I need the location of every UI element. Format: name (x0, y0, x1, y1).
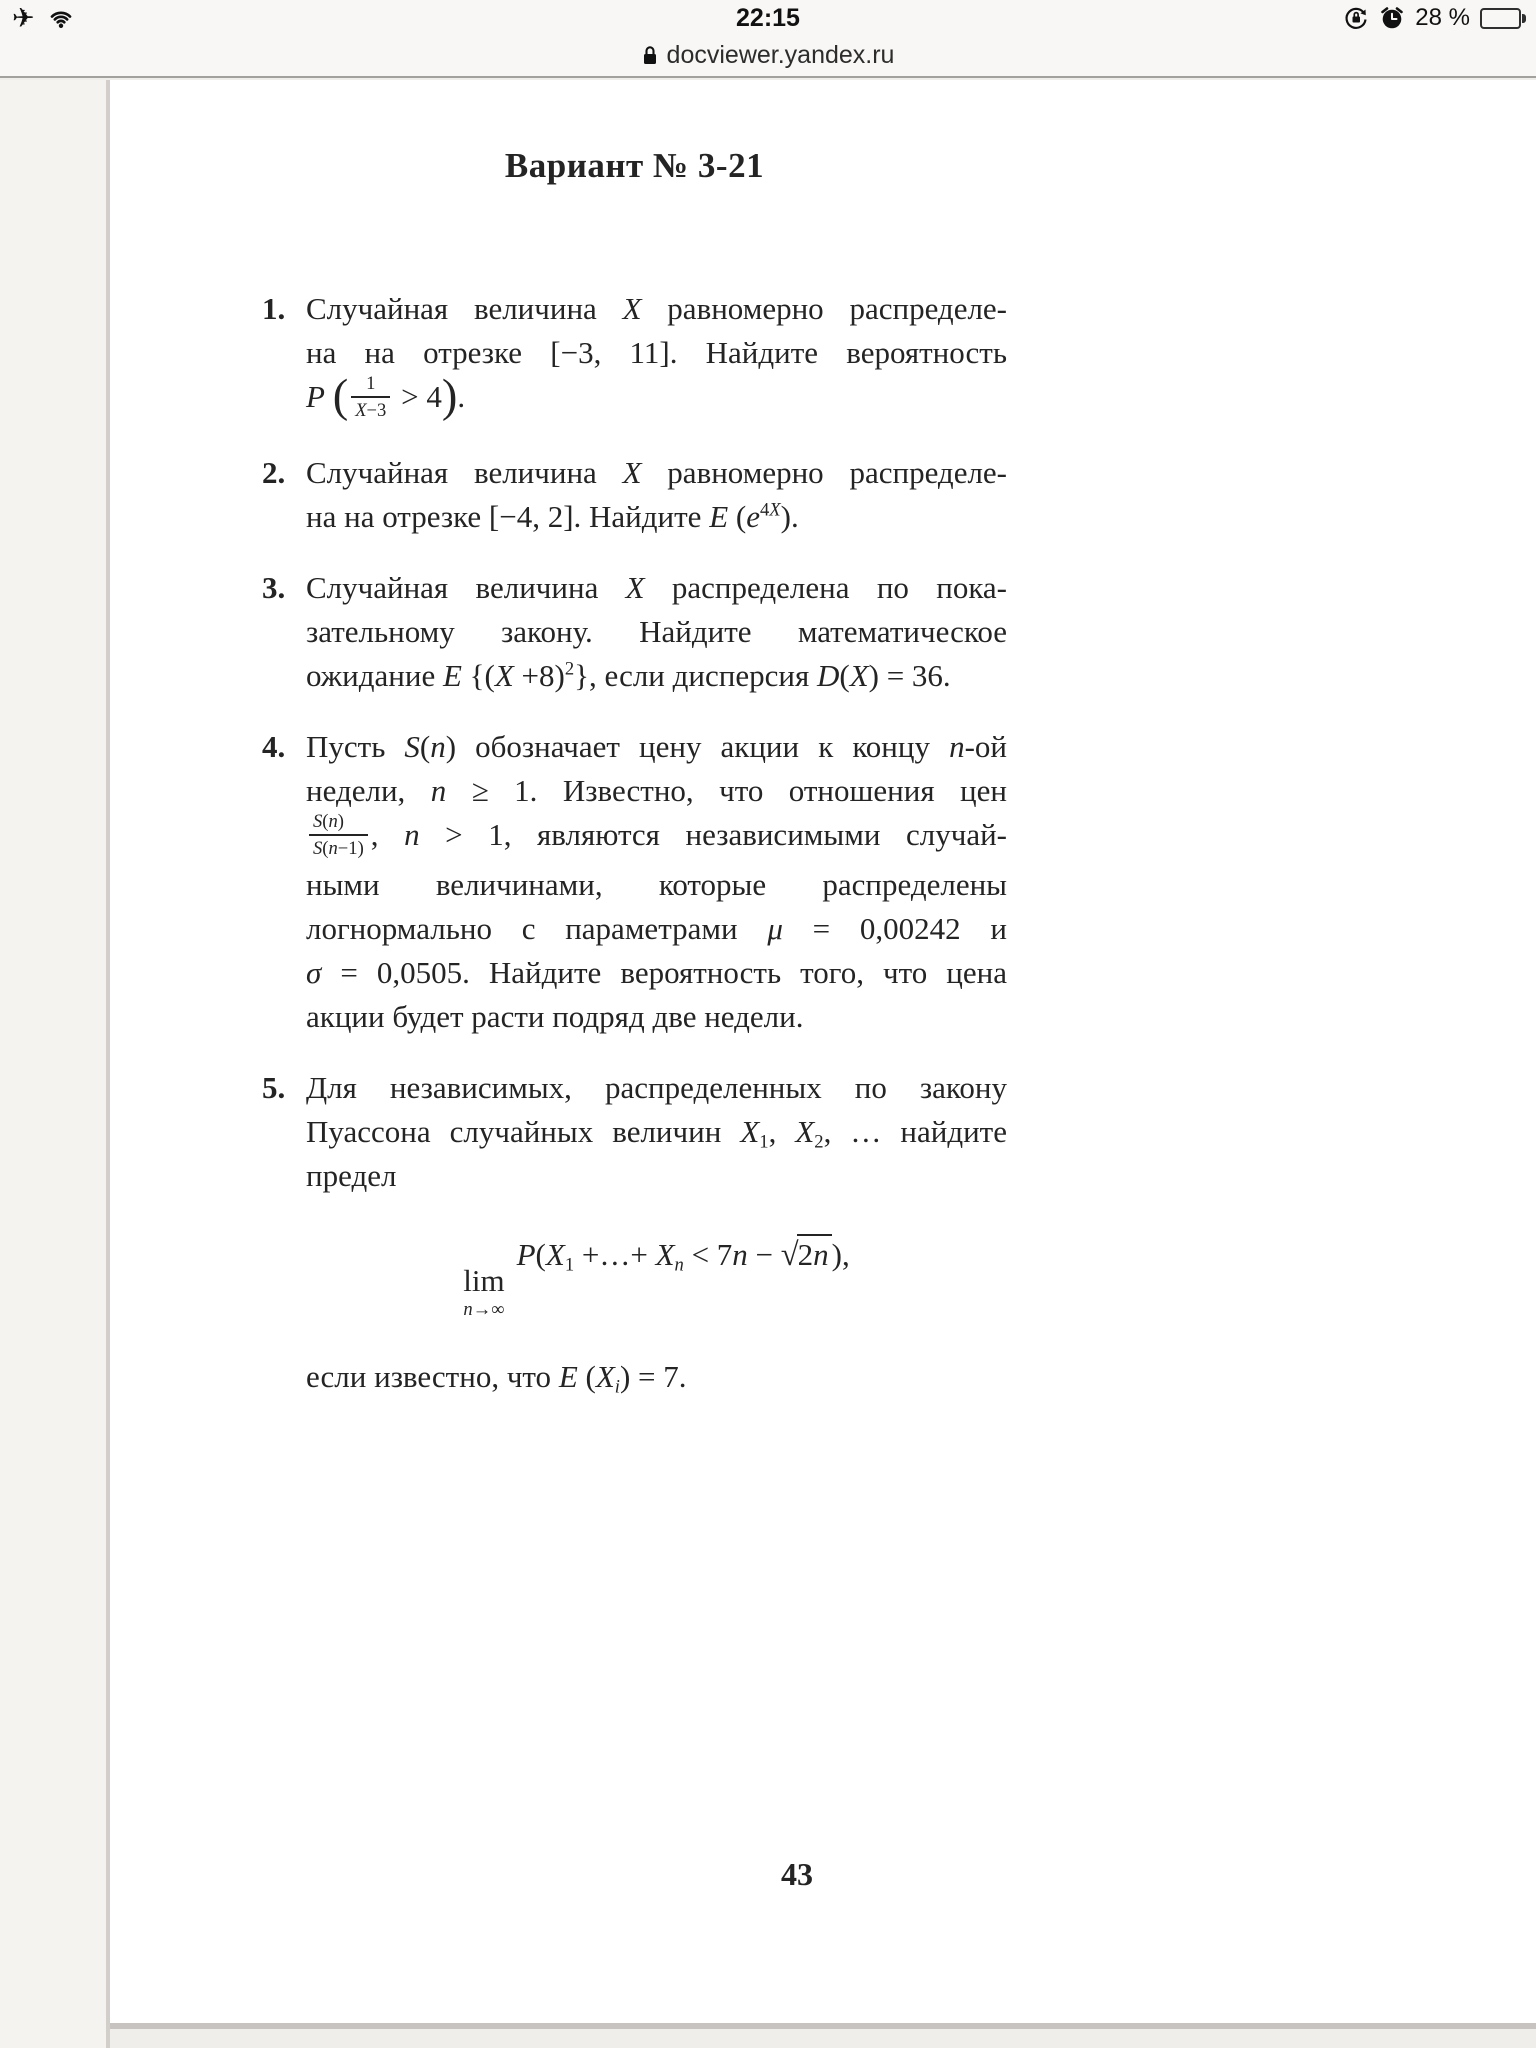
math-sub (675, 1254, 684, 1275)
text-run: Пуассона случайных величин (306, 1113, 741, 1149)
text-run: +8) (513, 658, 565, 694)
problem-number: 2. (262, 455, 286, 491)
math-sup: 2 (564, 658, 575, 680)
paren: ( (332, 371, 349, 423)
math-var: P (516, 1236, 536, 1272)
text-run: − (747, 1236, 781, 1272)
problem-line (306, 610, 1007, 654)
math-var: n (430, 729, 446, 765)
problem-line (306, 769, 1007, 813)
math-fraction (309, 811, 368, 860)
problem-body (306, 725, 1007, 1038)
text-run: }, если дисперсия (574, 658, 817, 694)
url-bar[interactable] (0, 34, 1536, 76)
math-sub: 1 (564, 1254, 575, 1276)
radicand (797, 1234, 832, 1272)
text-run: Для независимых, распределенных по закону (306, 1069, 1007, 1105)
problem-body (306, 451, 1007, 539)
text-run: 1 (366, 372, 376, 394)
problem-body (306, 1066, 1007, 1400)
math-var: n (813, 1236, 829, 1272)
math-var: n (328, 810, 338, 832)
lock-icon (642, 45, 658, 66)
problem-number: 4. (262, 729, 286, 765)
text-run: ( (322, 810, 329, 832)
math-var: X (625, 570, 645, 606)
text-run: ( (577, 1359, 596, 1395)
battery-percent: 28 % (1415, 4, 1470, 31)
fraction-denominator (351, 398, 390, 421)
math-var: n (404, 817, 420, 853)
document-content (262, 80, 1007, 1399)
math-fraction (351, 373, 390, 422)
text-run: логнормально с параметрами (306, 910, 768, 946)
text-run: акции будет расти подряд две недели. (306, 998, 804, 1034)
problem-line (306, 654, 1007, 698)
math-var: n (430, 773, 447, 809)
problem-line (306, 1355, 1007, 1399)
text-run: на на отрезке [−3, 11]. Найдите вероятность (306, 335, 1007, 370)
battery-nub (1522, 14, 1526, 23)
math-limit (463, 1262, 505, 1320)
math-sub: 2 (814, 1131, 824, 1153)
problem-line (306, 725, 1007, 769)
limit-subscript (463, 1298, 505, 1320)
text-run: Случайная величина (306, 570, 626, 606)
math-sub: 1 (759, 1131, 769, 1153)
math-var: X (740, 1113, 760, 1149)
math-var: S (404, 729, 420, 765)
math-var: X (795, 1113, 815, 1149)
math-var: X (622, 291, 642, 326)
problem-line (306, 331, 1007, 375)
math-var: X (494, 658, 514, 694)
problem-line (306, 995, 1007, 1039)
problem-item (262, 725, 1007, 1038)
page-title: Вариант № 3-21 (504, 146, 765, 185)
radical-sign: √ (780, 1236, 799, 1273)
math-var: n (674, 1254, 684, 1276)
text-run: , … найдите (823, 1113, 1007, 1149)
problem-item (262, 451, 1007, 539)
math-var: X (622, 455, 642, 491)
problem-line (306, 810, 1007, 862)
math-var: X (655, 1236, 675, 1272)
text-run: −3 (366, 399, 387, 421)
fraction-numerator (351, 373, 390, 398)
math-var: σ (306, 954, 322, 990)
math-var: D (816, 658, 840, 694)
text-run: распределена по пока- (644, 570, 1007, 606)
problem-line (306, 907, 1007, 951)
text-run: равномерно распределе- (641, 455, 1007, 491)
math-var: X (769, 499, 781, 521)
paren: ) (441, 371, 458, 423)
math-var: X (849, 658, 869, 694)
text-run: равномерно распределе- (641, 291, 1007, 326)
airplane-icon: ✈ (12, 2, 35, 34)
math-var: X (355, 399, 367, 421)
text-run: недели, (306, 773, 431, 809)
text-run: ) обозначает цену акции к концу (445, 729, 950, 765)
math-var: E (558, 1359, 578, 1395)
text-run: -ой (964, 729, 1007, 765)
text-run: ожидание (306, 658, 443, 694)
text-run: ) = 36. (868, 658, 951, 694)
text-run: > 1, являются независимыми случай- (419, 817, 1007, 853)
math-var: i (614, 1377, 620, 1399)
text-run: < 7 (683, 1236, 733, 1272)
problem-line (306, 371, 1007, 424)
math-sqrt (781, 1237, 832, 1272)
page-number: 43 (781, 1856, 813, 1892)
text-run: ) = 7. (619, 1359, 687, 1395)
math-var: e (746, 499, 760, 535)
math-var: S (313, 810, 323, 832)
fraction-numerator (309, 811, 368, 836)
math-var: n (732, 1236, 748, 1272)
problem-line (306, 1110, 1007, 1154)
problem-line (306, 451, 1007, 495)
text-run: ными величинами, которые распределены (306, 866, 1007, 902)
battery-icon (1480, 8, 1526, 29)
math-var: P (306, 379, 325, 414)
url-host: docviewer.yandex.ru (666, 40, 895, 69)
text-run: на на отрезке [−4, 2]. Найдите (306, 499, 710, 535)
math-var: S (313, 838, 323, 860)
math-var: E (709, 499, 729, 535)
fraction-denominator (309, 836, 368, 859)
math-var: μ (767, 910, 783, 946)
text-run: 4 (759, 499, 770, 521)
problem-line (306, 1066, 1007, 1110)
problem-formula (306, 1230, 1007, 1328)
text-run: ( (419, 729, 431, 765)
math-var: X (595, 1359, 615, 1395)
problem-line (306, 951, 1007, 995)
document-page (110, 80, 1536, 2029)
text-run: +…+ (574, 1236, 656, 1272)
problem-number: 5. (262, 1069, 286, 1105)
problem-item (262, 566, 1007, 698)
status-time: 22:15 (736, 4, 800, 32)
problem-line (306, 287, 1007, 331)
math-var: E (442, 658, 462, 694)
viewport (0, 80, 1536, 2048)
text-run: = 0,0505. Найдите вероятность того, что цена (321, 954, 1007, 990)
text-run: предел (306, 1157, 397, 1193)
text-run: Пусть (306, 729, 405, 765)
left-gutter (0, 80, 106, 2048)
text-run: ≥ 1. Известно, что отношения цен (446, 773, 1007, 809)
text-run: ( (839, 658, 850, 694)
math-var: n (463, 1298, 473, 1320)
text-run: . (457, 379, 466, 414)
problem-line (306, 1154, 1007, 1198)
problem-line (306, 566, 1007, 610)
problem-item (262, 287, 1007, 424)
text-run: →∞ (472, 1298, 505, 1320)
text-run: ), (831, 1236, 850, 1272)
text-run: = 0,00242 и (782, 910, 1007, 946)
math-var: n (949, 729, 965, 765)
problem-number: 1. (262, 291, 286, 326)
problem-number: 3. (262, 570, 286, 606)
orientation-lock-icon (1343, 5, 1369, 31)
text-run: > 4 (393, 379, 442, 414)
text-run: если известно, что (306, 1359, 559, 1395)
math-var: n (328, 838, 338, 860)
text-run: , (768, 1113, 796, 1149)
browser-chrome (0, 0, 1536, 78)
problem-body (306, 287, 1007, 424)
text-run: , (370, 817, 405, 853)
text-run: Случайная величина (306, 291, 623, 326)
limit-label: lim (463, 1262, 505, 1298)
text-run: 2 (797, 1236, 814, 1272)
problem-item (262, 1066, 1007, 1400)
alarm-icon (1379, 5, 1405, 31)
problem-line (306, 495, 1007, 539)
text-run: ( (535, 1236, 546, 1272)
math-sup (760, 500, 781, 521)
text-run: −1) (337, 838, 364, 860)
text-run: {( (461, 658, 495, 694)
math-var: X (545, 1236, 565, 1272)
problem-body (306, 566, 1007, 698)
text-run: Случайная величина (306, 455, 623, 491)
text-run: ( (728, 499, 747, 535)
problem-line (306, 863, 1007, 907)
text-run (325, 379, 333, 414)
text-run: ). (780, 499, 799, 535)
text-run: ) (337, 810, 344, 832)
text-run: зательному закону. Найдите математическое (306, 614, 1007, 650)
problems-list (262, 287, 1007, 1399)
text-run: ( (322, 838, 329, 860)
battery-body (1480, 8, 1521, 29)
status-bar-right (1343, 3, 1526, 33)
